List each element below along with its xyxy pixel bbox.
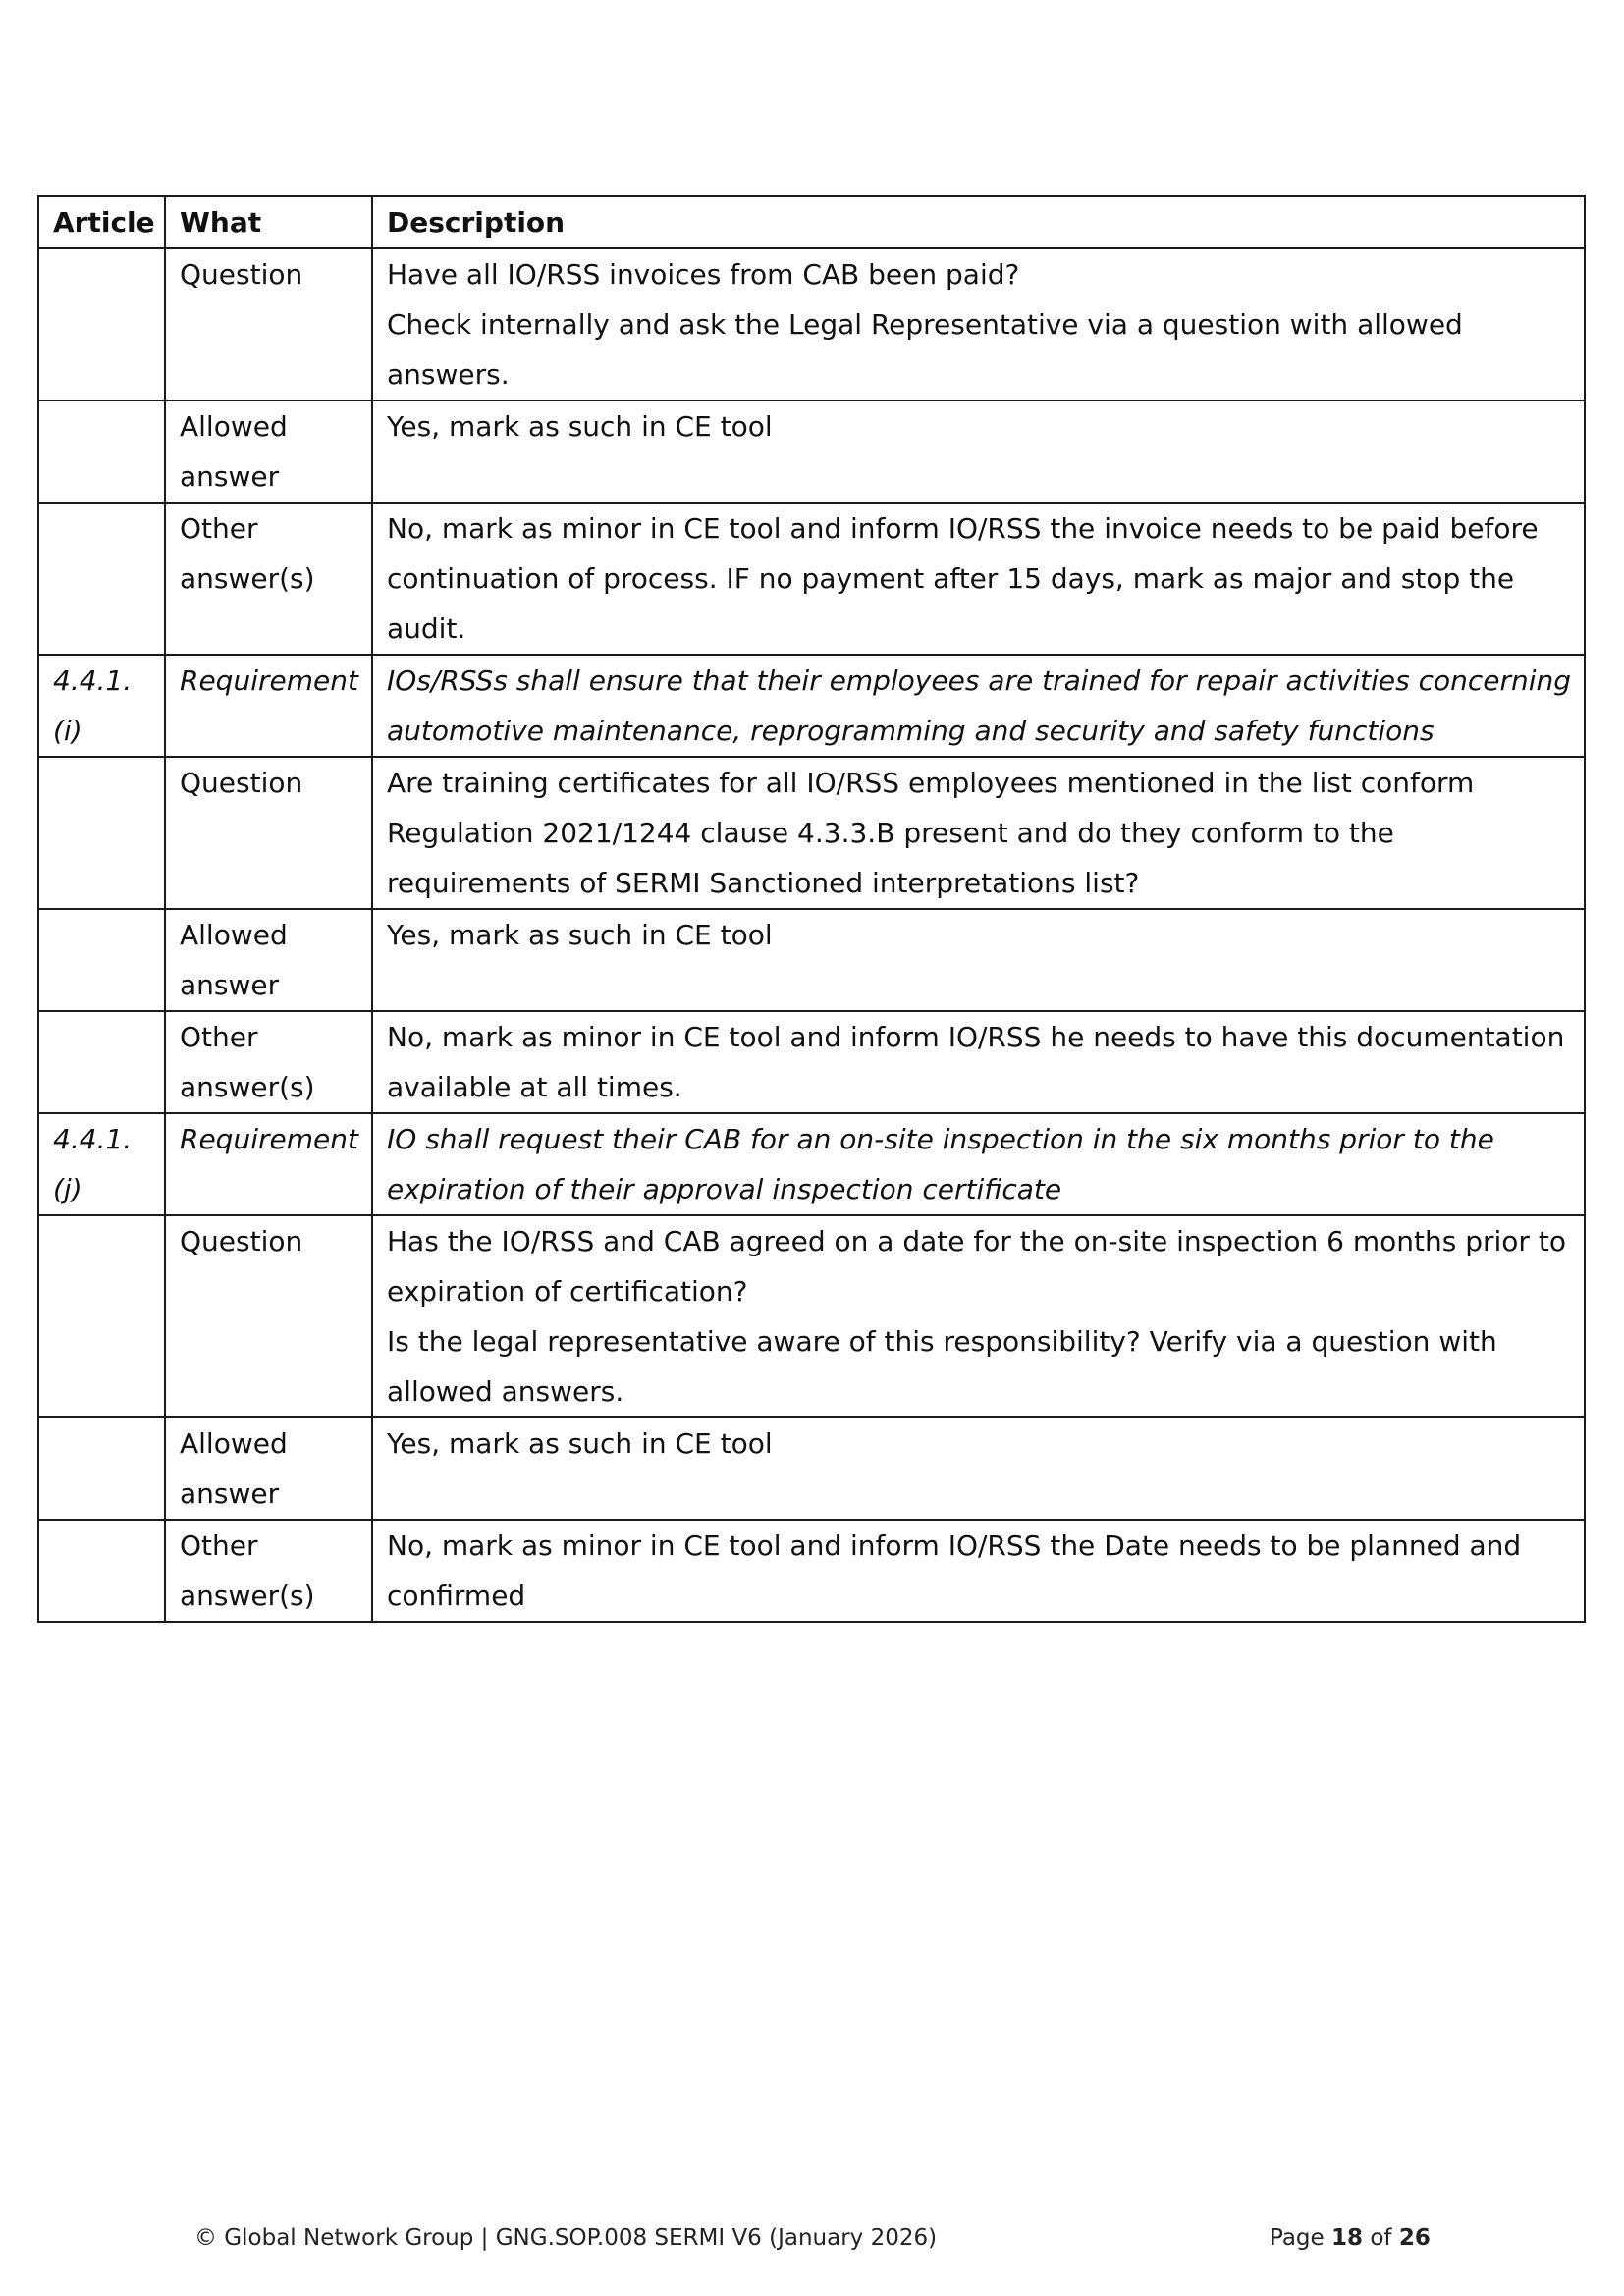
cell-what: Other answer(s) — [165, 1520, 372, 1622]
page-current: 18 — [1331, 2225, 1364, 2251]
cell-description: Yes, mark as such in CE tool — [372, 400, 1585, 503]
cell-article: 4.4.1. (i) — [38, 655, 165, 757]
cell-article — [38, 909, 165, 1011]
cell-description: Are training certificates for all IO/RSS employees mentioned in the list conform Regulation 2021/1244 clause 4.3.3.B present and do they conform to the requirements of SERMI Sanctioned interpretations list? — [372, 757, 1585, 909]
cell-what: Question — [165, 248, 372, 400]
table-row — [38, 909, 1585, 1011]
table-row — [38, 757, 1585, 909]
cell-article: 4.4.1. (j) — [38, 1113, 165, 1215]
cell-description: No, mark as minor in CE tool and inform IO/RSS he needs to have this documentation available at all times. — [372, 1011, 1585, 1113]
page-label: Page — [1270, 2225, 1325, 2251]
requirements-table — [37, 195, 1586, 1623]
cell-what: Question — [165, 1215, 372, 1417]
cell-description: No, mark as minor in CE tool and inform IO/RSS the invoice needs to be paid before continuation of process. IF no payment after 15 days, mark as major and stop the audit. — [372, 503, 1585, 655]
cell-what: Question — [165, 757, 372, 909]
table-header-row — [38, 196, 1585, 248]
cell-what: Other answer(s) — [165, 503, 372, 655]
cell-article — [38, 400, 165, 503]
cell-description: Yes, mark as such in CE tool — [372, 909, 1585, 1011]
header-article: Article — [38, 196, 165, 248]
table-row — [38, 1417, 1585, 1520]
page-number — [1270, 2223, 1431, 2253]
table-row — [38, 1113, 1585, 1215]
cell-what: Allowed answer — [165, 1417, 372, 1520]
table-row — [38, 655, 1585, 757]
cell-article — [38, 1520, 165, 1622]
table-row — [38, 1011, 1585, 1113]
footer-copyright: © Global Network Group | GNG.SOP.008 SERMI V6 (January 2026) — [194, 2225, 938, 2251]
page-total: 26 — [1398, 2225, 1431, 2251]
cell-description: No, mark as minor in CE tool and inform IO/RSS the Date needs to be planned and confirmed — [372, 1520, 1585, 1622]
cell-article — [38, 503, 165, 655]
table-row — [38, 248, 1585, 400]
cell-what: Requirement — [165, 1113, 372, 1215]
cell-what: Allowed answer — [165, 400, 372, 503]
cell-article — [38, 1417, 165, 1520]
cell-article — [38, 248, 165, 400]
table-row — [38, 400, 1585, 503]
cell-description: IO shall request their CAB for an on-site inspection in the six months prior to the expiration of their approval inspection certificate — [372, 1113, 1585, 1215]
table-row — [38, 1520, 1585, 1622]
page-of: of — [1370, 2225, 1392, 2251]
cell-description: IOs/RSSs shall ensure that their employees are trained for repair activities concerning automotive maintenance, reprogramming and security and safety functions — [372, 655, 1585, 757]
cell-description: Have all IO/RSS invoices from CAB been paid? Check internally and ask the Legal Representative via a question with allowed answers. — [372, 248, 1585, 400]
header-what: What — [165, 196, 372, 248]
table-row — [38, 503, 1585, 655]
cell-article — [38, 1215, 165, 1417]
cell-description: Has the IO/RSS and CAB agreed on a date for the on-site inspection 6 months prior to expiration of certification? Is the legal representative aware of this responsibility? Verify via a question with allowed answers. — [372, 1215, 1585, 1417]
cell-what: Requirement — [165, 655, 372, 757]
table-row — [38, 1215, 1585, 1417]
cell-article — [38, 1011, 165, 1113]
cell-what: Other answer(s) — [165, 1011, 372, 1113]
cell-article — [38, 757, 165, 909]
cell-description: Yes, mark as such in CE tool — [372, 1417, 1585, 1520]
cell-what: Allowed answer — [165, 909, 372, 1011]
header-description: Description — [372, 196, 1585, 248]
